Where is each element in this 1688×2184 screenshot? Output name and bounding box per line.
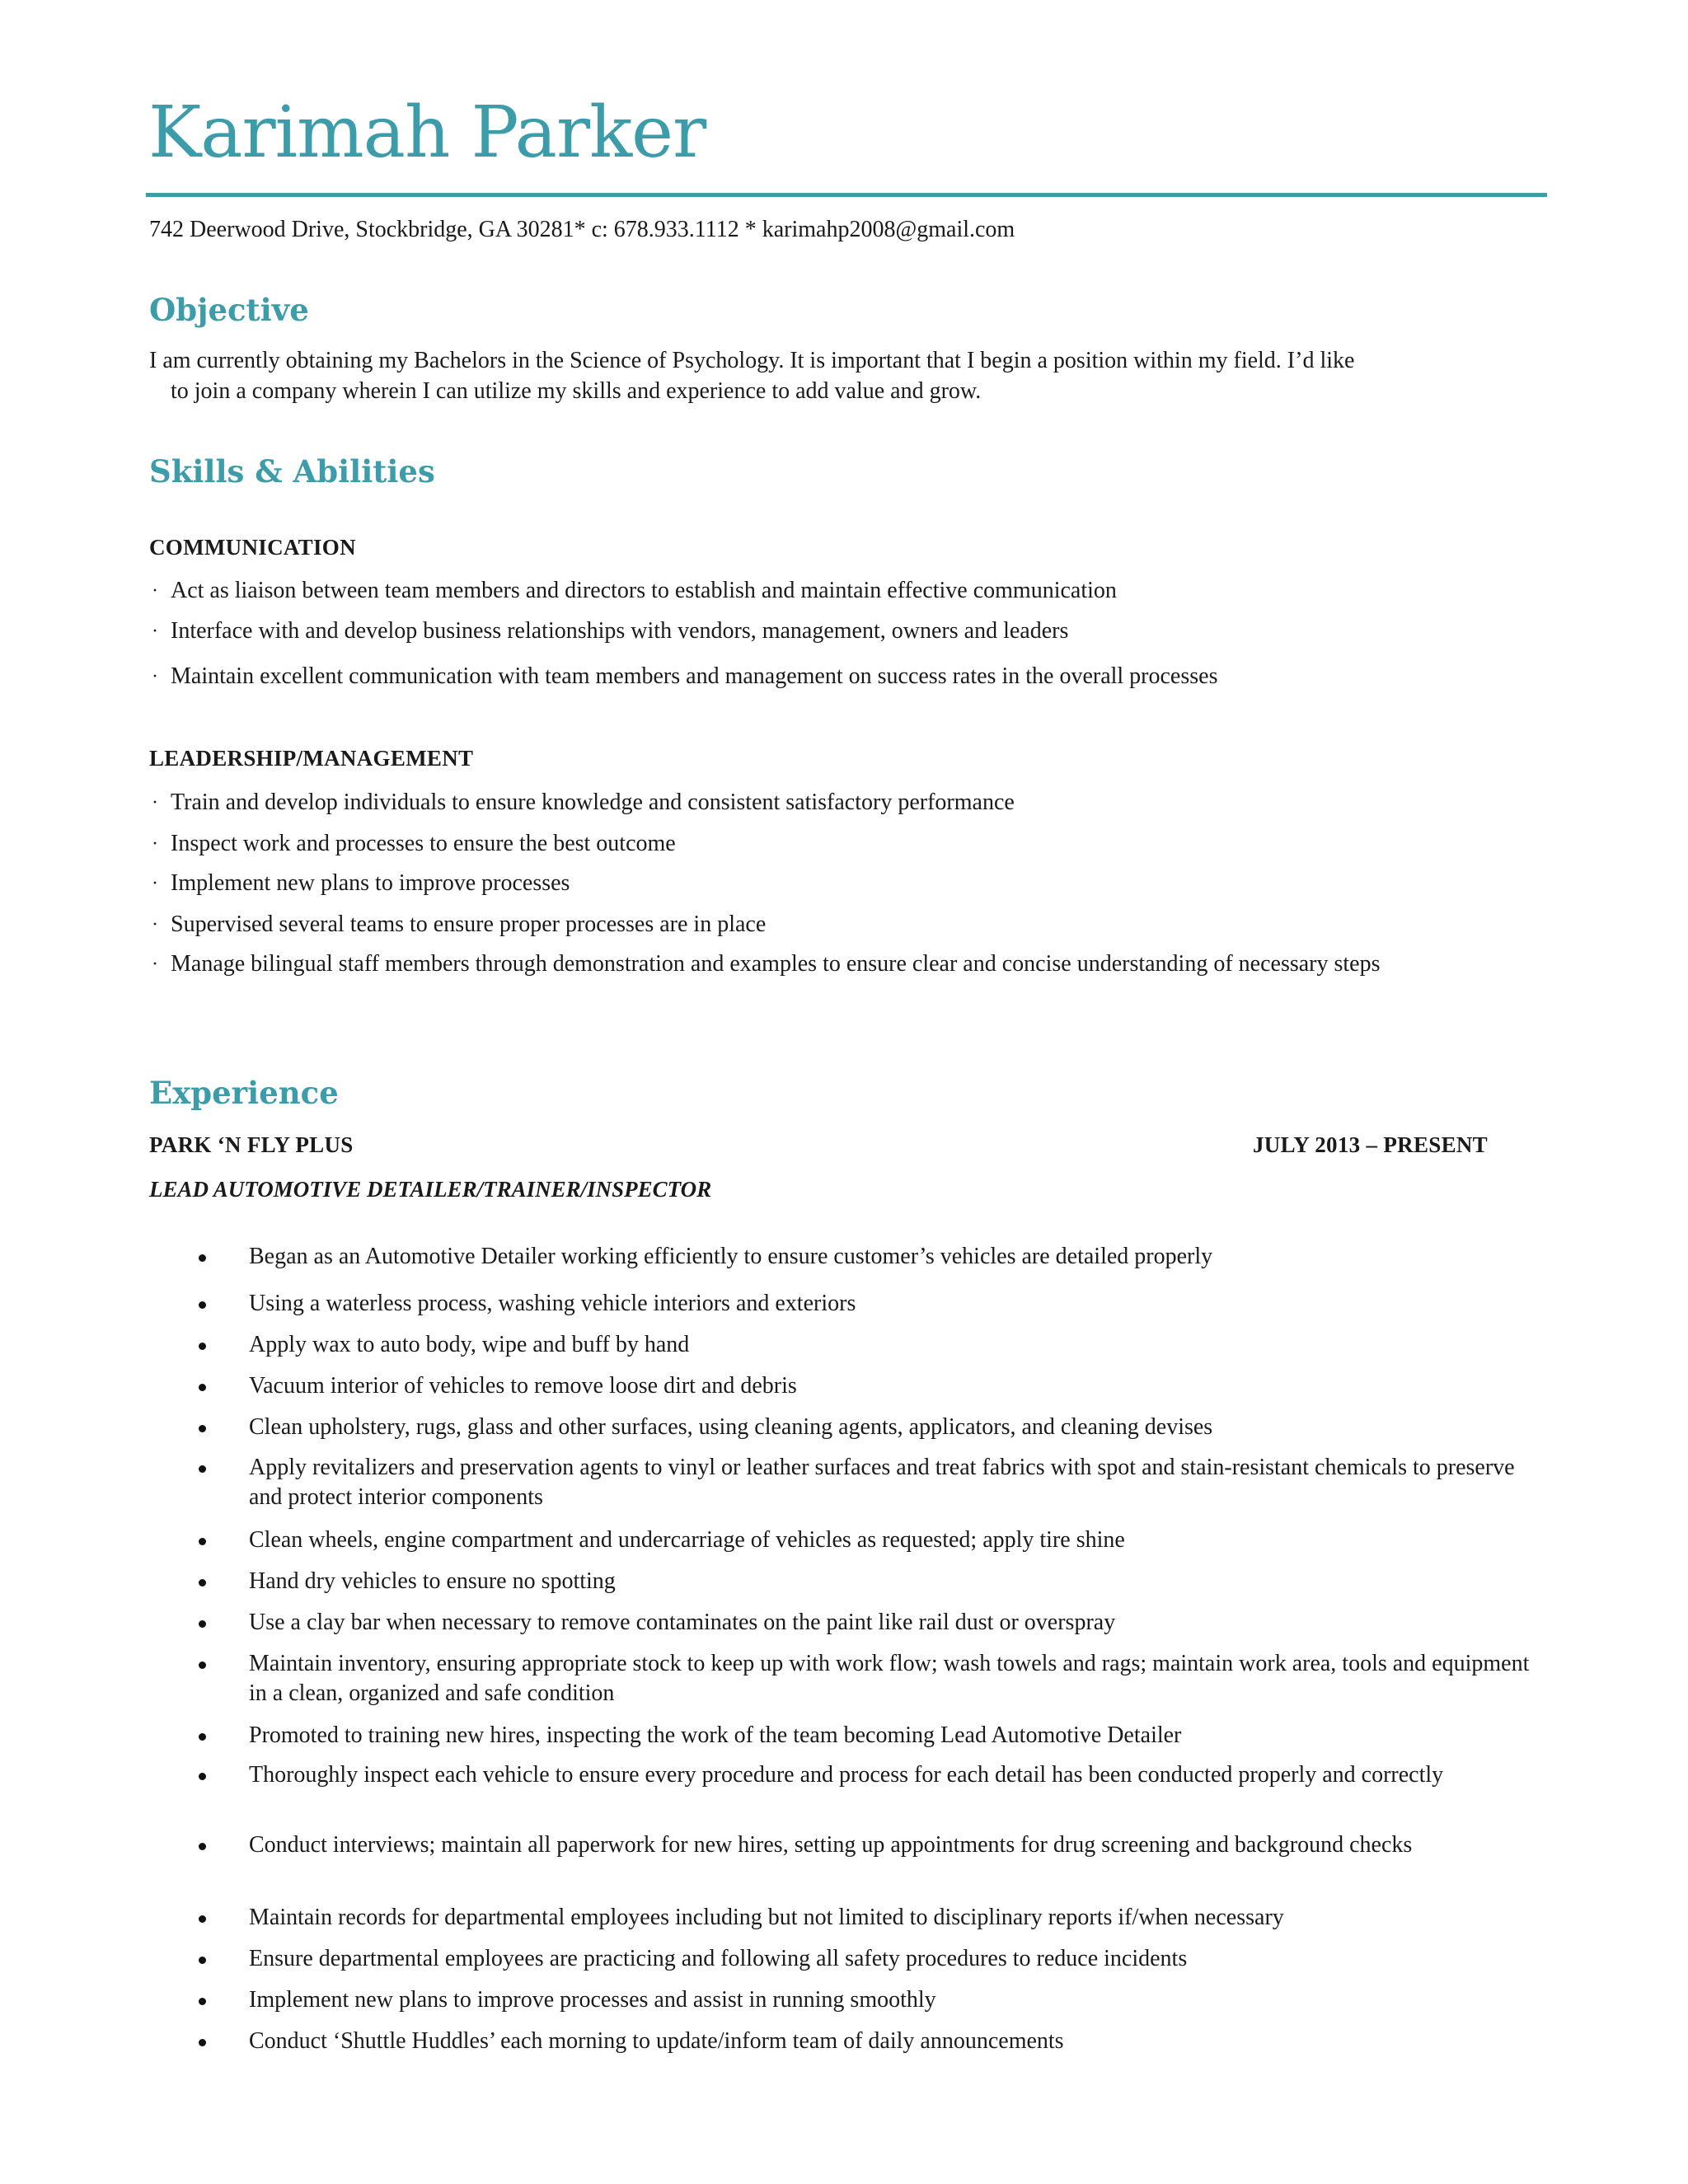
experience-list — [149, 1242, 1550, 2056]
list-item: Maintain inventory, ensuring appropriate stock to keep up with work flow; wash towels and rags; maintain work area, tools and equipment in a clean, organized and safe condition — [149, 1649, 1550, 1721]
objective-line-1: I am currently obtaining my Bachelors in the Science of Psychology. It is important that I begin a position within my field. I’d like — [149, 348, 1355, 373]
list-item: · Inspect work and processes to ensure the best outcome — [149, 829, 1550, 869]
bullet-icon — [199, 1579, 206, 1586]
list-item: Conduct interviews; maintain all paperwork for new hires, setting up appointments for drug screening and background checks — [149, 1830, 1550, 1903]
list-item: Implement new plans to improve processes and assist in running smoothly — [149, 1985, 1550, 2027]
list-item: Using a waterless process, washing vehicle interiors and exteriors — [149, 1289, 1550, 1330]
job-title: LEAD AUTOMOTIVE DETAILER/TRAINER/INSPECTOR — [149, 1177, 712, 1202]
bullet-icon — [199, 1384, 206, 1391]
leadership-subheading: LEADERSHIP/MANAGEMENT — [149, 746, 474, 771]
bullet-icon — [199, 1538, 206, 1545]
candidate-name: Karimah Parker — [148, 91, 706, 174]
bullet-dot-icon: · — [152, 666, 158, 687]
bullet-dot-icon: · — [152, 580, 158, 602]
list-item: Hand dry vehicles to ensure no spotting — [149, 1567, 1550, 1608]
list-item: Clean upholstery, rugs, glass and other surfaces, using cleaning agents, applicators, and cleaning devises — [149, 1413, 1550, 1453]
bullet-icon — [199, 1254, 206, 1262]
bullet-dot-icon: · — [152, 833, 158, 855]
bullet-dot-icon: · — [152, 621, 158, 642]
bullet-icon — [199, 1998, 206, 2005]
bullet-icon — [199, 1773, 206, 1780]
bullet-icon — [199, 1301, 206, 1309]
bullet-icon — [199, 1425, 206, 1432]
bullet-dot-icon: · — [152, 954, 158, 975]
bullet-icon — [199, 1843, 206, 1850]
list-item: Clean wheels, engine compartment and undercarriage of vehicles as requested; apply tire shine — [149, 1526, 1550, 1567]
leadership-list — [149, 788, 1550, 979]
communication-list — [149, 576, 1550, 691]
bullet-dot-icon: · — [152, 873, 158, 894]
bullet-icon — [199, 1343, 206, 1350]
bullet-icon — [199, 1957, 206, 1964]
list-item: Began as an Automotive Detailer working efficiently to ensure customer’s vehicles are detailed properly — [149, 1242, 1550, 1289]
experience-heading: Experience — [149, 1075, 339, 1111]
employment-dates: JULY 2013 – PRESENT — [1252, 1132, 1488, 1157]
objective-heading: Objective — [149, 292, 309, 328]
list-item: Apply wax to auto body, wipe and buff by hand — [149, 1330, 1550, 1371]
list-item: · Maintain excellent communication with team members and management on success rates in the overall processes — [149, 662, 1550, 691]
list-item: · Implement new plans to improve processes — [149, 869, 1550, 910]
bullet-dot-icon: · — [152, 792, 158, 813]
list-item: Promoted to training new hires, inspecting the work of the team becoming Lead Automotive Detailer — [149, 1721, 1550, 1760]
employer-name: PARK ‘N FLY PLUS — [149, 1132, 354, 1157]
bullet-icon — [199, 1915, 206, 1923]
list-item: Conduct ‘Shuttle Huddles’ each morning to update/inform team of daily announcements — [149, 2027, 1550, 2056]
list-item: Maintain records for departmental employees including but not limited to disciplinary reports if/when necessary — [149, 1903, 1550, 1944]
list-item: · Supervised several teams to ensure proper processes are in place — [149, 910, 1550, 949]
bullet-icon — [199, 1733, 206, 1741]
list-item: · Train and develop individuals to ensure knowledge and consistent satisfactory performance — [149, 788, 1550, 829]
list-item: Thoroughly inspect each vehicle to ensure every procedure and process for each detail has been conducted properly and correctly — [149, 1760, 1550, 1830]
objective-text — [149, 345, 1550, 406]
list-item: · Manage bilingual staff members through demonstration and examples to ensure clear and concise understanding of necessary steps — [149, 949, 1550, 979]
list-item: Apply revitalizers and preservation agents to vinyl or leather surfaces and treat fabrics with spot and stain-resistant chemicals to preserve and protect interior components — [149, 1453, 1550, 1526]
communication-subheading: COMMUNICATION — [149, 535, 356, 560]
header-divider — [146, 193, 1547, 197]
bullet-icon — [199, 2039, 206, 2046]
list-item: · Act as liaison between team members and directors to establish and maintain effective communication — [149, 576, 1550, 616]
list-item: Use a clay bar when necessary to remove contaminates on the paint like rail dust or overspray — [149, 1608, 1550, 1649]
bullet-icon — [199, 1661, 206, 1669]
skills-heading: Skills & Abilities — [149, 453, 435, 490]
bullet-icon — [199, 1620, 206, 1628]
list-item: · Interface with and develop business relationships with vendors, management, owners and leaders — [149, 616, 1550, 662]
objective-line-2: to join a company wherein I can utilize my skills and experience to add value and grow. — [171, 378, 982, 404]
list-item: Vacuum interior of vehicles to remove loose dirt and debris — [149, 1371, 1550, 1413]
list-item: Ensure departmental employees are practicing and following all safety procedures to reduce incidents — [149, 1944, 1550, 1985]
contact-line: 742 Deerwood Drive, Stockbridge, GA 30281* c: 678.933.1112 * karimahp2008@gmail.com — [149, 217, 1015, 242]
bullet-icon — [199, 1465, 206, 1473]
bullet-dot-icon: · — [152, 914, 158, 935]
